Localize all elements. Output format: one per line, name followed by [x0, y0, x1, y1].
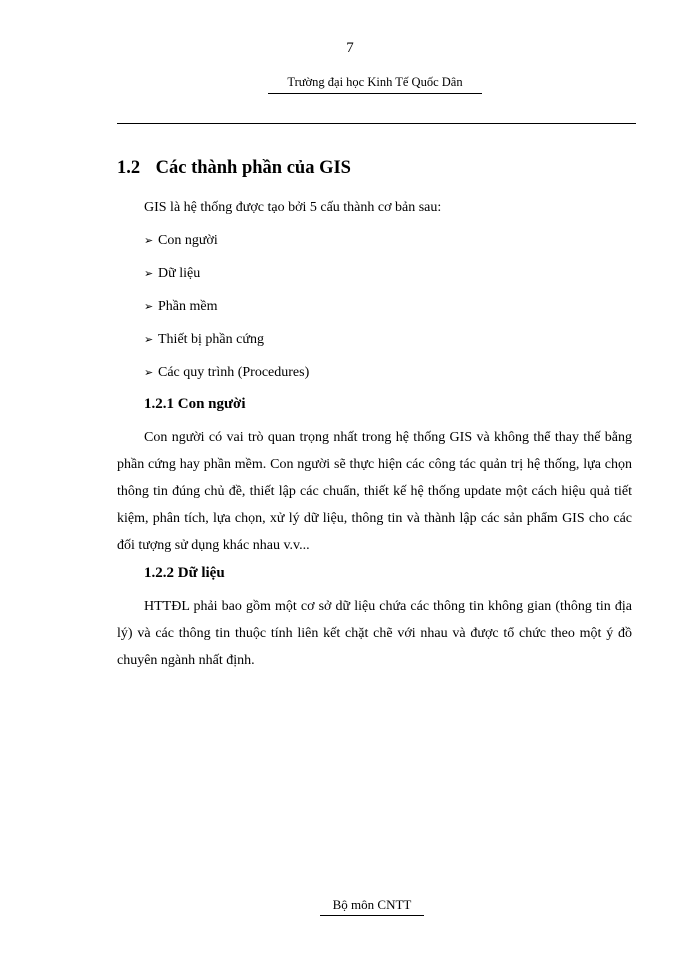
- list-item-label: Thiết bị phần cứng: [158, 332, 264, 347]
- list-item: [144, 232, 309, 265]
- list-item: [144, 331, 309, 364]
- header-divider: [117, 123, 636, 124]
- subsection-paragraph: Con người có vai trò quan trọng nhất trong hệ thống GIS và không thể thay thế bằng phần cứng hay phần mềm. Con người sẽ thực hiện các công tác quản trị hệ thống, lựa chọn thông tin đúng chủ đề, thiết lập các chuẩn, thiết kế hệ thống update một cách hiệu quả tiết kiệm, phân tích, lựa chọn, xử lý dữ liệu, thông tin và thành lập các sản phẩm GIS cho các đối tượng sử dụng khác nhau v.v...: [117, 430, 632, 553]
- section-title: Các thành phần của GIS: [155, 158, 351, 178]
- section-number: 1.2: [117, 158, 141, 178]
- page-number: 7: [346, 40, 354, 56]
- header-title: Trường đại học Kinh Tế Quốc Dân: [268, 75, 482, 94]
- section-intro: GIS là hệ thống được tạo bởi 5 cấu thành cơ bản sau:: [144, 200, 442, 215]
- list-item: [144, 298, 309, 331]
- section-heading: [117, 158, 351, 179]
- arrowhead-bullet-icon: ➢: [144, 334, 154, 346]
- list-item-label: Con người: [158, 233, 218, 248]
- arrowhead-bullet-icon: ➢: [144, 268, 154, 280]
- subsection-heading: 1.2.1 Con người: [144, 396, 246, 412]
- subsection-paragraph: HTTĐL phải bao gồm một cơ sở dữ liệu chứa các thông tin không gian (thông tin địa lý) và các thông tin thuộc tính liên kết chặt chẽ với nhau và được tổ chức theo một ý đồ chuyên ngành nhất định.: [117, 599, 632, 668]
- list-item: [144, 364, 309, 397]
- list-item-label: Dữ liệu: [158, 266, 201, 281]
- arrowhead-bullet-icon: ➢: [144, 235, 154, 247]
- component-list: [144, 232, 309, 397]
- arrowhead-bullet-icon: ➢: [144, 301, 154, 313]
- footer-label: Bộ môn CNTT: [320, 897, 424, 916]
- arrowhead-bullet-icon: ➢: [144, 367, 154, 379]
- list-item: [144, 265, 309, 298]
- subsection-heading: 1.2.2 Dữ liệu: [144, 565, 225, 581]
- list-item-label: Phần mềm: [158, 299, 218, 314]
- list-item-label: Các quy trình (Procedures): [158, 365, 310, 380]
